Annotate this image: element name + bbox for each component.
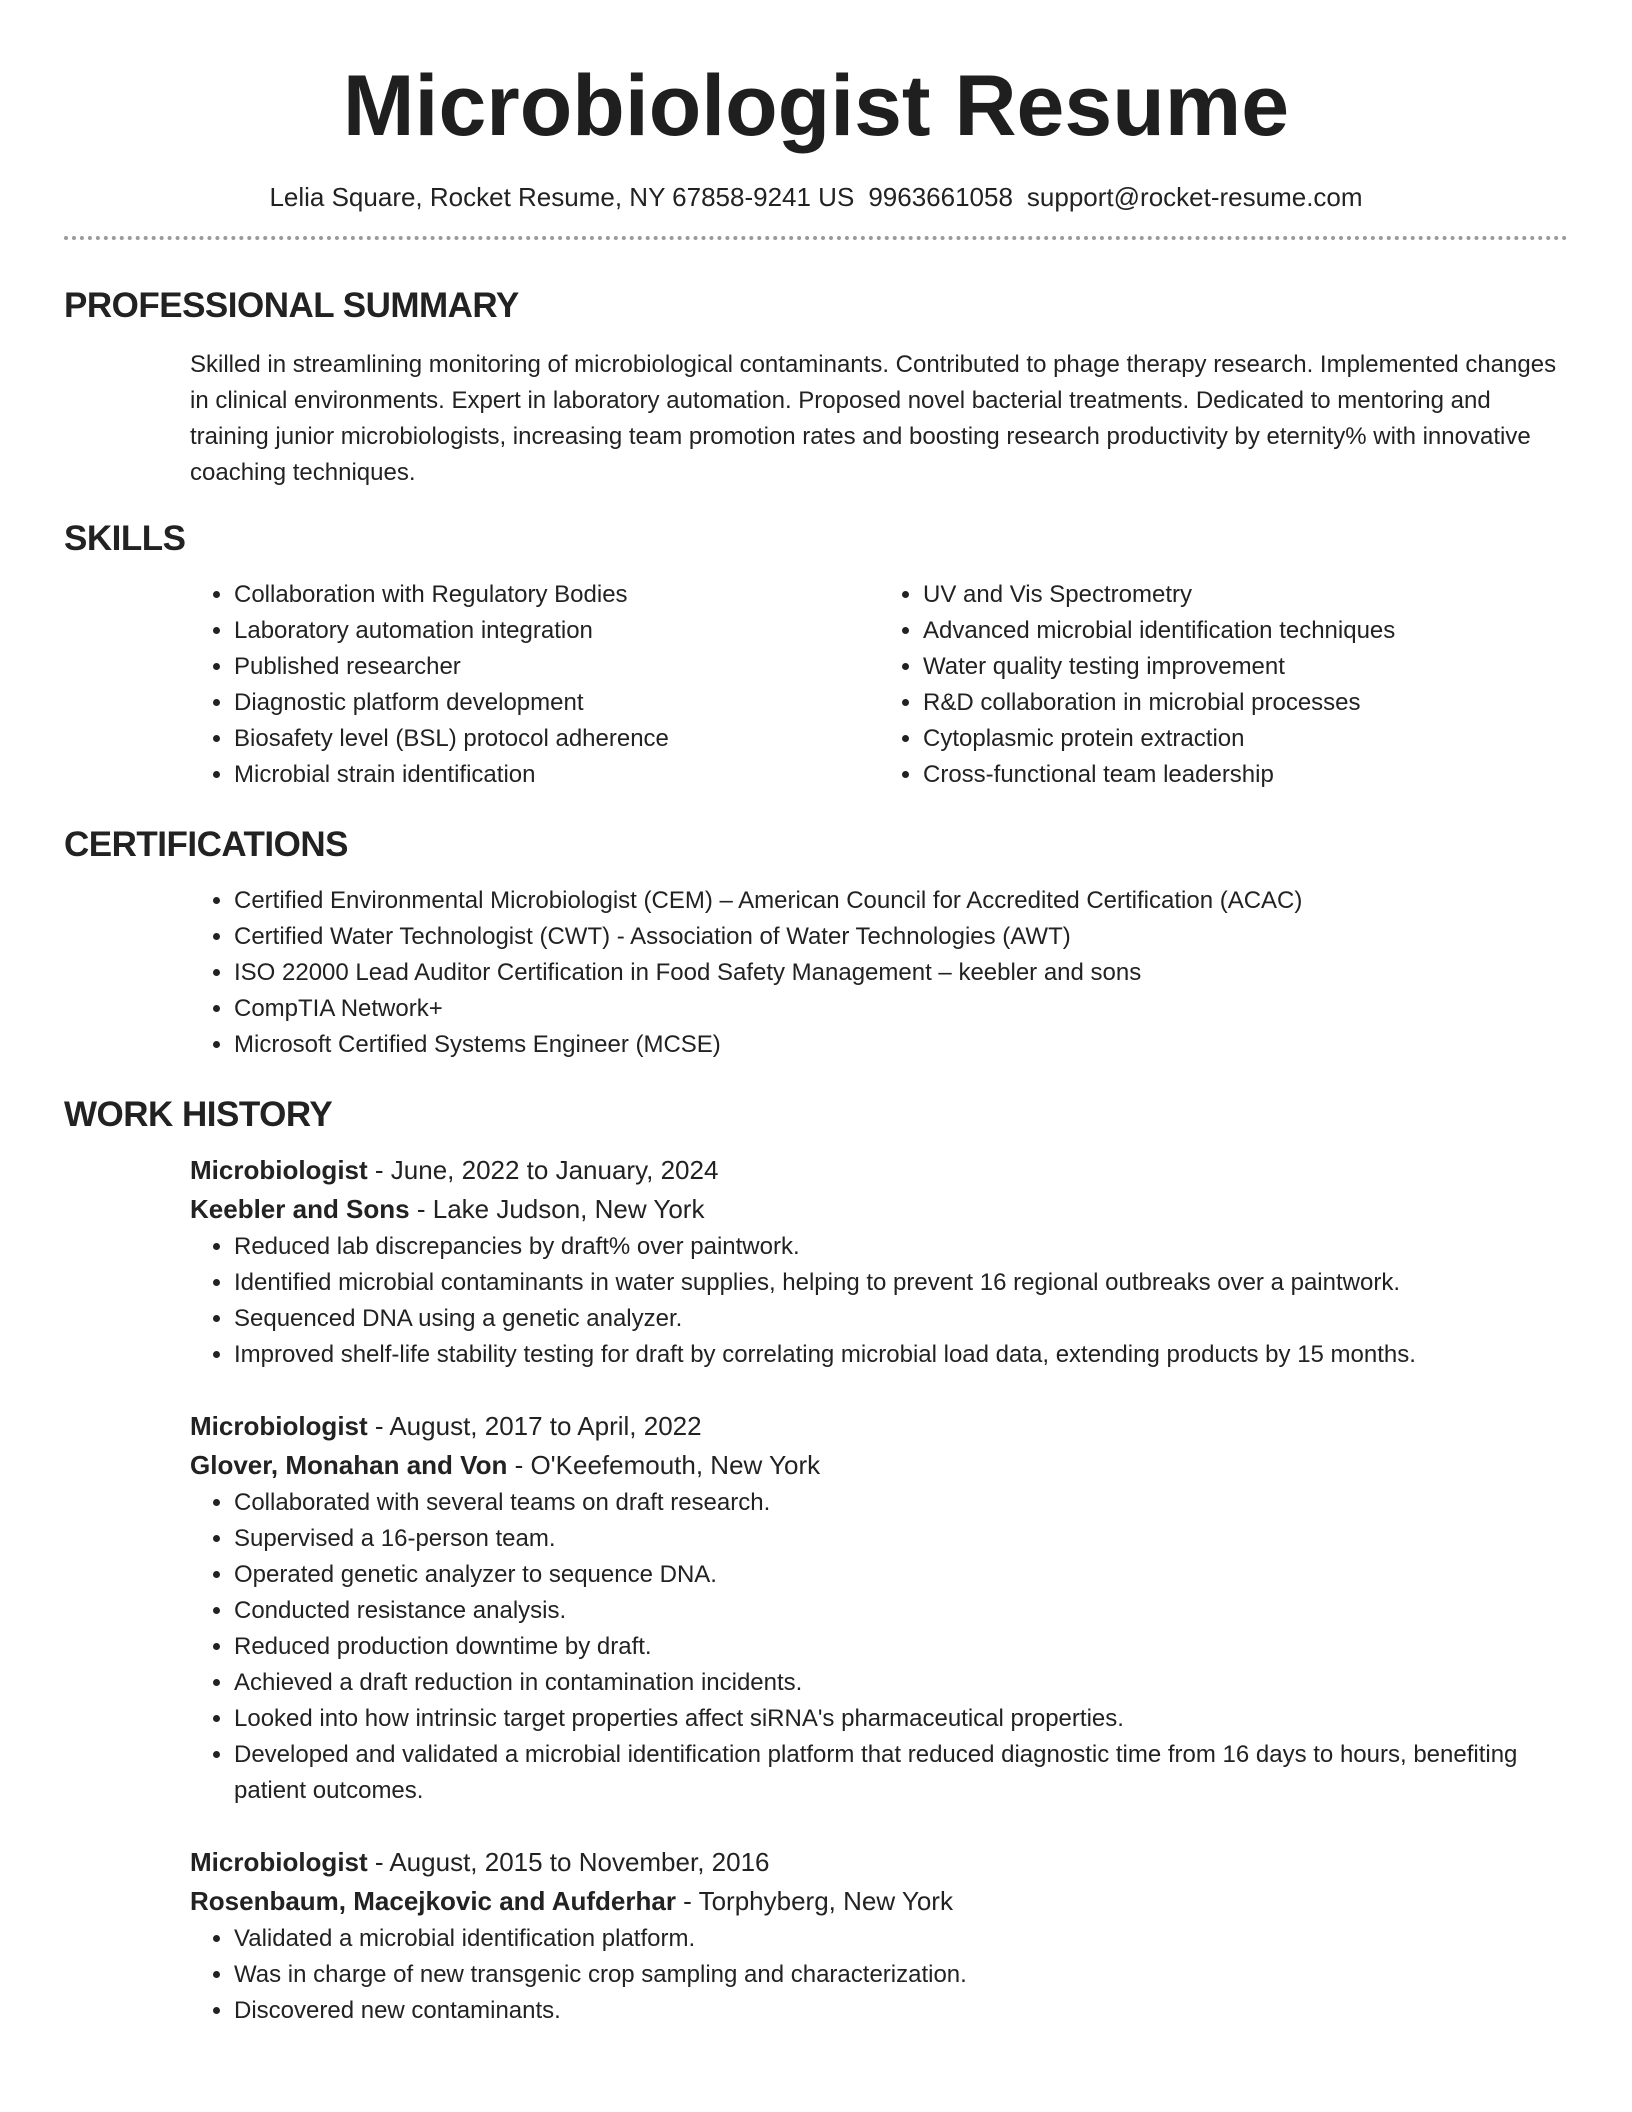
summary-section <box>64 347 1568 491</box>
contact-email: support@rocket-resume.com <box>1026 182 1363 212</box>
job-location: - Torphyberg, New York <box>675 1886 953 1916</box>
skills-heading: SKILLS <box>64 519 186 558</box>
job-location: - O'Keefemouth, New York <box>507 1450 821 1480</box>
summary-text: Skilled in streamlining monitoring of microbiological contaminants. Contributed to phage therapy research. Implemented changes in clinical environments. Expert in laboratory automation. Proposed novel bacterial treatments. Dedicated to mentoring and training junior microbiologists, increasing team promotion rates and boosting research productivity by eternity% with innovative coaching techniques. <box>190 351 1557 486</box>
certification-item: • Certified Environmental Microbiologist (CEM) – American Council for Accredited Certification (ACAC) <box>234 883 1568 919</box>
job-bullet: • Supervised a 16-person team. <box>234 1521 1568 1557</box>
job-company: Keebler and Sons <box>190 1194 410 1224</box>
job-bullet: • Developed and validated a microbial identification platform that reduced diagnostic time from 16 days to hours, benefiting patient outcomes. <box>234 1737 1568 1809</box>
skills-section <box>64 577 1568 793</box>
skill-item: • Cytoplasmic protein extraction <box>923 721 1568 757</box>
job-bullet: • Achieved a draft reduction in contamination incidents. <box>234 1665 1568 1701</box>
job-title-line <box>190 1407 1568 1446</box>
job-bullet: • Discovered new contaminants. <box>234 1993 1568 2029</box>
skills-list-right <box>879 577 1568 793</box>
contact-phone: 9963661058 <box>868 182 1013 212</box>
job-bullets <box>190 1485 1568 1809</box>
skill-item: • Collaboration with Regulatory Bodies <box>234 577 879 613</box>
job-bullet: • Looked into how intrinsic target properties affect siRNA's pharmaceutical properties. <box>234 1701 1568 1737</box>
job-bullet: • Conducted resistance analysis. <box>234 1593 1568 1629</box>
job-entry <box>64 1151 1568 1373</box>
job-company-line <box>190 1190 1568 1229</box>
summary-heading: PROFESSIONAL SUMMARY <box>64 286 519 325</box>
certification-item: • Microsoft Certified Systems Engineer (MCSE) <box>234 1027 1568 1063</box>
skill-item: • Biosafety level (BSL) protocol adherence <box>234 721 879 757</box>
skills-list-left <box>190 577 879 793</box>
job-bullet: • Sequenced DNA using a genetic analyzer. <box>234 1301 1568 1337</box>
job-bullet: • Was in charge of new transgenic crop sampling and characterization. <box>234 1957 1568 1993</box>
skill-item: • R&D collaboration in microbial processes <box>923 685 1568 721</box>
skill-item: • UV and Vis Spectrometry <box>923 577 1568 613</box>
certifications-list <box>190 883 1568 1063</box>
skill-item: • Published researcher <box>234 649 879 685</box>
job-location: - Lake Judson, New York <box>409 1194 705 1224</box>
certification-item: • CompTIA Network+ <box>234 991 1568 1027</box>
skill-item: • Cross-functional team leadership <box>923 757 1568 793</box>
skill-item: • Microbial strain identification <box>234 757 879 793</box>
job-company: Rosenbaum, Macejkovic and Aufderhar <box>190 1886 676 1916</box>
contact-line <box>64 180 1568 214</box>
job-title: Microbiologist <box>190 1155 368 1185</box>
header-divider <box>64 236 1568 240</box>
job-bullet: • Operated genetic analyzer to sequence DNA. <box>234 1557 1568 1593</box>
job-bullet: • Improved shelf-life stability testing for draft by correlating microbial load data, extending products by 15 months. <box>234 1337 1568 1373</box>
work-history-heading: WORK HISTORY <box>64 1095 333 1134</box>
job-bullets <box>190 1229 1568 1373</box>
job-bullet: • Validated a microbial identification platform. <box>234 1921 1568 1957</box>
job-dates: - June, 2022 to January, 2024 <box>367 1155 719 1185</box>
skill-item: • Advanced microbial identification techniques <box>923 613 1568 649</box>
job-bullet: • Reduced lab discrepancies by draft% over paintwork. <box>234 1229 1568 1265</box>
job-bullet: • Collaborated with several teams on draft research. <box>234 1485 1568 1521</box>
job-bullets <box>190 1921 1568 2029</box>
job-title: Microbiologist <box>190 1411 368 1441</box>
skill-item: • Water quality testing improvement <box>923 649 1568 685</box>
contact-address: Lelia Square, Rocket Resume, NY 67858-9241 US <box>269 182 855 212</box>
job-entry <box>64 1407 1568 1809</box>
certifications-heading: CERTIFICATIONS <box>64 825 349 864</box>
job-company-line <box>190 1882 1568 1921</box>
job-title-line <box>190 1151 1568 1190</box>
job-dates: - August, 2015 to November, 2016 <box>367 1847 770 1877</box>
job-title: Microbiologist <box>190 1847 368 1877</box>
job-title-line <box>190 1843 1568 1882</box>
certifications-section <box>64 883 1568 1063</box>
job-dates: - August, 2017 to April, 2022 <box>367 1411 702 1441</box>
skill-item: • Laboratory automation integration <box>234 613 879 649</box>
job-bullet: • Identified microbial contaminants in water supplies, helping to prevent 16 regional outbreaks over a paintwork. <box>234 1265 1568 1301</box>
resume-title: Microbiologist Resume <box>342 58 1290 154</box>
job-bullet: • Reduced production downtime by draft. <box>234 1629 1568 1665</box>
job-company: Glover, Monahan and Von <box>190 1450 508 1480</box>
job-company-line <box>190 1446 1568 1485</box>
skill-item: • Diagnostic platform development <box>234 685 879 721</box>
certification-item: • Certified Water Technologist (CWT) - Association of Water Technologies (AWT) <box>234 919 1568 955</box>
job-entry <box>64 1843 1568 2029</box>
certification-item: • ISO 22000 Lead Auditor Certification in Food Safety Management – keebler and sons <box>234 955 1568 991</box>
